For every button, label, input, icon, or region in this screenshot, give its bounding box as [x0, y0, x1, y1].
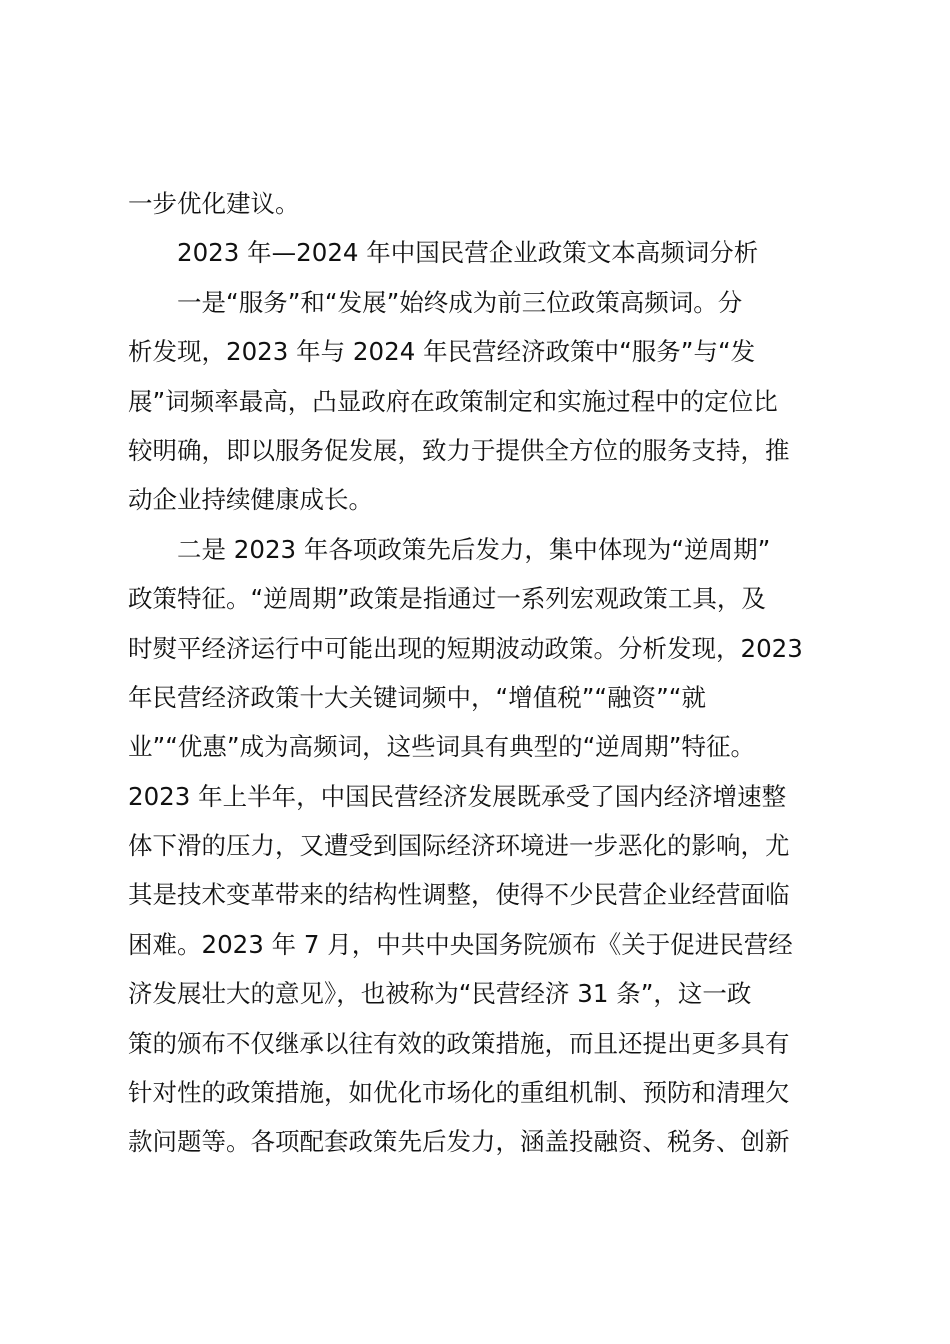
text-line: 2023 年上半年，中国民营经济发展既承受了国内经济增速整	[128, 781, 787, 811]
text-line: 济发展壮大的意见》，也被称为“民营经济 31 条”，这一政	[128, 979, 752, 1009]
text-line: 一是“服务”和“发展”始终成为前三位政策高频词。分	[128, 287, 743, 317]
text-line: 时熨平经济运行中可能出现的短期波动政策。分析发现，2023	[128, 633, 803, 663]
text-line: 策的颁布不仅继承以往有效的政策措施，而且还提出更多具有	[128, 1028, 790, 1058]
text-line: 二是 2023 年各项政策先后发力，集中体现为“逆周期”	[128, 534, 771, 564]
text-line: 较明确，即以服务促发展，致力于提供全方位的服务支持，推	[128, 435, 790, 465]
body-text	[128, 179, 833, 1167]
text-line: 一步优化建议。	[128, 189, 300, 218]
text-line: 析发现，2023 年与 2024 年民营经济政策中“服务”与“发	[128, 337, 756, 367]
text-line: 针对性的政策措施，如优化市场化的重组机制、预防和清理欠	[128, 1078, 790, 1108]
text-line: 展”词频率最高，凸显政府在政策制定和实施过程中的定位比	[128, 386, 778, 416]
text-line: 体下滑的压力，又遭受到国际经济环境进一步恶化的影响，尤	[128, 831, 790, 861]
section-heading: 2023 年—2024 年中国民营企业政策文本高频词分析	[128, 238, 759, 268]
text-line: 动企业持续健康成长。	[128, 485, 373, 515]
text-line: 政策特征。“逆周期”政策是指通过一系列宏观政策工具，及	[128, 584, 766, 614]
text-line: 业”“优惠”成为高频词，这些词具有典型的“逆周期”特征。	[128, 732, 755, 762]
text-line: 款问题等。各项配套政策先后发力，涵盖投融资、税务、创新	[128, 1127, 790, 1157]
text-line: 年民营经济政策十大关键词频中，“增值税”“融资”“就	[128, 682, 706, 712]
text-line: 其是技术变革带来的结构性调整，使得不少民营企业经营面临	[128, 880, 790, 910]
text-line: 困难。2023 年 7 月，中共中央国务院颁布《关于促进民营经	[128, 929, 793, 959]
